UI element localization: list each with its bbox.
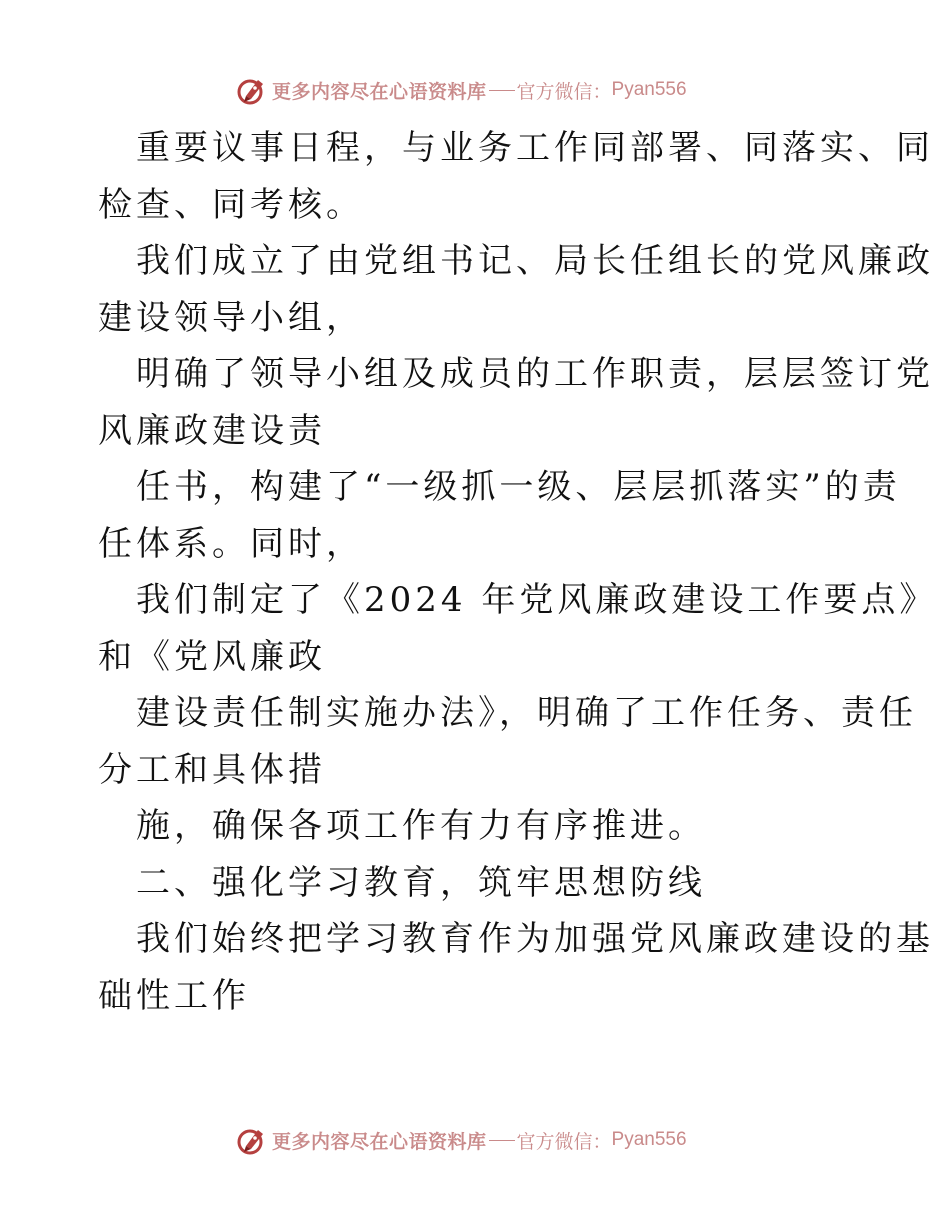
header-brand-text: 更多内容尽在心语资料库 [272, 80, 487, 103]
paragraph-line: 重要议事日程，与业务工作同部署、同落实、同 [136, 128, 934, 168]
footer-dash [489, 1140, 515, 1141]
paragraph-line: 分工和具体措 [98, 749, 326, 790]
header-dash [489, 90, 515, 91]
header-watermark [236, 72, 687, 108]
paragraph-line: 我们制定了《2024 年党风廉政建设工作要点》 [136, 580, 938, 620]
paragraph-line: 和《党风廉政 [98, 636, 326, 677]
section-heading: 二、强化学习教育，筑牢思想防线 [136, 862, 706, 903]
paragraph-line: 我们始终把学习教育作为加强党风廉政建设的基 [136, 919, 934, 959]
header-wechat-id: Pyan556 [611, 79, 687, 100]
footer-wechat-id: Pyan556 [611, 1129, 687, 1150]
paragraph-line: 建设领导小组， [98, 297, 364, 338]
pen-nib-logo-icon [236, 1124, 268, 1156]
paragraph-line: 任体系。同时， [98, 523, 364, 564]
paragraph-line: 检查、同考核。 [98, 184, 364, 225]
header-wechat-label: 官方微信： [516, 80, 612, 103]
paragraph-line: 础性工作 [98, 975, 250, 1016]
paragraph-line: 任书，构建了“一级抓一级、层层抓落实”的责 [136, 467, 901, 507]
paragraph-line: 我们成立了由党组书记、局长任组长的党风廉政 [136, 241, 934, 281]
paragraph-line: 明确了领导小组及成员的工作职责，层层签订党 [136, 354, 934, 394]
paragraph-line: 建设责任制实施办法》，明确了工作任务、责任 [136, 693, 917, 733]
footer-brand-text: 更多内容尽在心语资料库 [272, 1130, 487, 1153]
paragraph-line: 风廉政建设责 [98, 410, 326, 451]
footer-wechat-label: 官方微信： [516, 1130, 612, 1153]
document-body [98, 120, 938, 1024]
pen-nib-logo-icon [236, 74, 268, 106]
footer-watermark [236, 1122, 687, 1158]
paragraph-line: 施，确保各项工作有力有序推进。 [136, 806, 706, 846]
